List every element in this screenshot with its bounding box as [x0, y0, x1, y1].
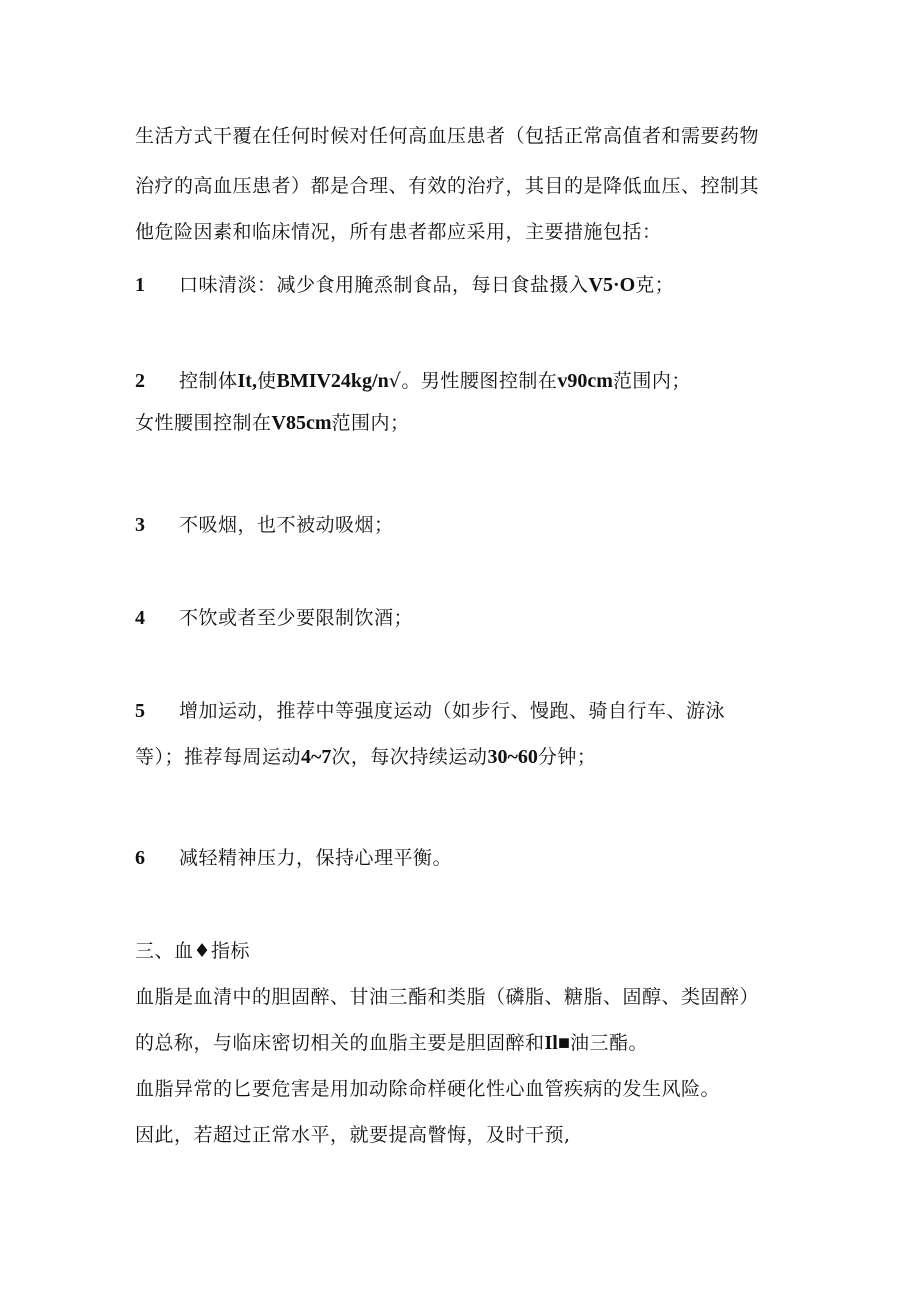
section-paragraph-line-3: 血脂异常的匕要危害是用加动除命样硬化性心血管疾病的发生风险。: [135, 1078, 721, 1100]
item-number-3: 3: [135, 514, 145, 536]
item-number-5: 5: [135, 700, 145, 722]
item-text-1: 口味清淡：减少食用腌烝制食品，每日食盐摄入V5·O克；: [179, 274, 675, 296]
intro-line-3: 他危险因素和临床情况，所有患者都应采用，主要措施包括：: [135, 221, 662, 243]
item-text-3: 不吸烟，也不被动吸烟；: [179, 514, 394, 536]
item-number-4: 4: [135, 607, 145, 629]
item-text-6: 减轻精神压力，保持心理平衡。: [179, 847, 453, 869]
item-text-2: 控制体It,使BMIV24kg/n√。男性腰图控制在v90cm范围内；: [179, 370, 691, 392]
item-text-5-continued: 等）；推荐每周运动4~7次，每次持续运动30~60分钟；: [135, 746, 597, 768]
item-text-2-continued: 女性腰围控制在V85cm范围内；: [135, 412, 410, 434]
section-paragraph-line-4: 因此，若超过正常水平，就要提高瞥悔，及时干预,: [135, 1124, 571, 1146]
section-paragraph-line-1: 血脂是血清中的胆固醉、甘油三酯和类脂（磷脂、糖脂、固醇、类固醉）: [135, 986, 760, 1008]
item-number-2: 2: [135, 370, 145, 392]
item-number-1: 1: [135, 274, 145, 296]
section-heading: 三、血♦指标: [135, 940, 251, 962]
section-paragraph-line-2: 的总称，与临床密切相关的血脂主要是胆固醉和Il■油三酯。: [135, 1032, 648, 1054]
intro-line-1: 生活方式干覆在任何时候对任何高血压患者（包括正常高值者和需要药物: [135, 125, 760, 147]
intro-line-2: 治疗的高血压患者）都是合理、有效的治疗，其目的是降低血压、控制其: [135, 175, 760, 197]
item-text-5: 增加运动，推荐中等强度运动（如步行、慢跑、骑自行车、游泳: [179, 700, 726, 722]
item-number-6: 6: [135, 847, 145, 869]
item-text-4: 不饮或者至少要限制饮酒；: [179, 607, 414, 629]
